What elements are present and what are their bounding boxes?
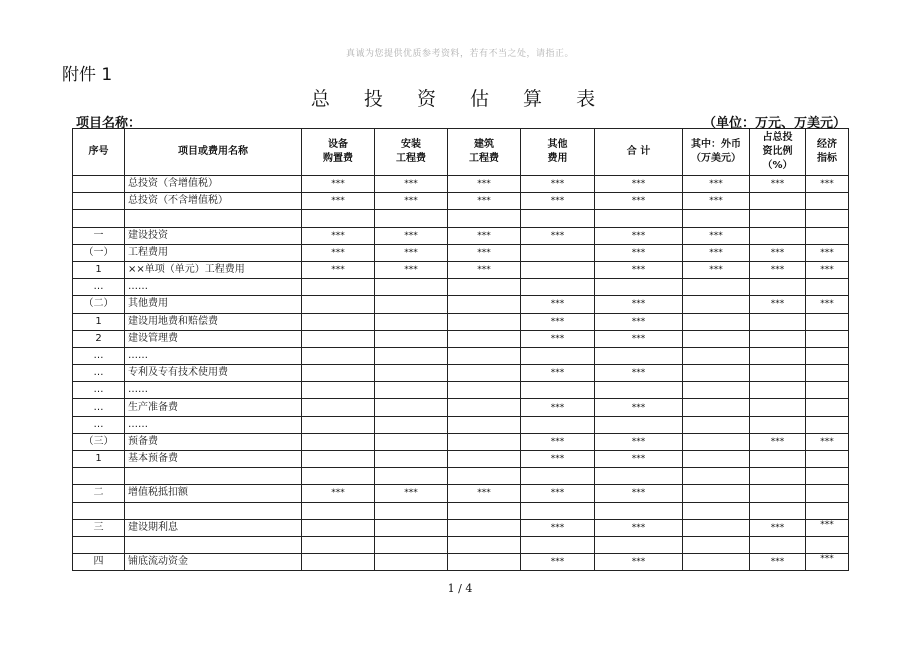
row-item-name-cell: 铺底流动资金	[125, 554, 302, 571]
row-value-cell: ***	[595, 330, 683, 347]
unit-note: （单位：万元、万美元）	[702, 116, 846, 131]
row-item-name-cell: 总投资（含增值税）	[125, 176, 302, 193]
row-value-cell: ***	[806, 554, 849, 571]
row-value-cell	[750, 313, 806, 330]
row-value-cell: ***	[683, 193, 750, 210]
row-value-cell	[595, 279, 683, 296]
row-value-cell	[302, 451, 375, 468]
row-index-cell	[73, 468, 125, 485]
row-value-cell: ***	[595, 244, 683, 261]
row-index-cell: 一	[73, 227, 125, 244]
row-value-cell	[521, 382, 595, 399]
row-index-cell: …	[73, 365, 125, 382]
row-value-cell: ***	[750, 433, 806, 450]
row-value-cell: ***	[302, 193, 375, 210]
row-index-cell: 2	[73, 330, 125, 347]
row-value-cell	[683, 313, 750, 330]
table-body	[73, 176, 849, 571]
row-value-cell	[750, 502, 806, 519]
row-value-cell	[302, 433, 375, 450]
row-value-cell: ***	[448, 485, 521, 502]
row-value-cell	[595, 210, 683, 227]
row-value-cell	[302, 399, 375, 416]
row-value-cell	[521, 244, 595, 261]
row-value-cell	[750, 193, 806, 210]
row-value-cell: ***	[521, 365, 595, 382]
row-value-cell	[806, 347, 849, 364]
row-value-cell	[806, 330, 849, 347]
row-value-cell: ***	[806, 519, 849, 536]
row-value-cell	[683, 382, 750, 399]
row-value-cell: ***	[750, 296, 806, 313]
table-row	[73, 382, 849, 399]
row-value-cell	[806, 193, 849, 210]
document-title: 总 投 资 估 算 表	[310, 88, 610, 110]
row-value-cell: ***	[375, 227, 448, 244]
row-value-cell	[375, 502, 448, 519]
row-item-name-cell: ……	[125, 279, 302, 296]
table-row	[73, 485, 849, 502]
row-value-cell	[448, 536, 521, 553]
row-value-cell: ***	[375, 193, 448, 210]
watermark-text: 真诚为您提供优质参考资料，若有不当之处，请指正。	[345, 49, 574, 59]
row-value-cell: ***	[302, 176, 375, 193]
col-header-other: 其他 费用	[521, 129, 595, 176]
table-row	[73, 193, 849, 210]
row-value-cell	[595, 502, 683, 519]
table-row	[73, 227, 849, 244]
row-item-name-cell: 增值税抵扣额	[125, 485, 302, 502]
row-item-name-cell	[125, 210, 302, 227]
row-value-cell	[806, 502, 849, 519]
row-index-cell: 1	[73, 313, 125, 330]
row-item-name-cell: 建设管理费	[125, 330, 302, 347]
row-value-cell	[683, 502, 750, 519]
row-item-name-cell: 建设投资	[125, 227, 302, 244]
col-header-equipment: 设备 购置费	[302, 129, 375, 176]
row-value-cell	[806, 382, 849, 399]
row-index-cell: …	[73, 399, 125, 416]
row-index-cell: …	[73, 347, 125, 364]
row-value-cell	[595, 382, 683, 399]
table-row	[73, 451, 849, 468]
row-item-name-cell	[125, 502, 302, 519]
col-header-total: 合 计	[595, 129, 683, 176]
row-value-cell: ***	[806, 261, 849, 278]
row-value-cell	[302, 468, 375, 485]
row-value-cell	[375, 399, 448, 416]
attachment-label: 附件 1	[62, 65, 113, 85]
row-value-cell: ***	[595, 365, 683, 382]
table-row	[73, 399, 849, 416]
row-value-cell	[448, 502, 521, 519]
row-item-name-cell: 其他费用	[125, 296, 302, 313]
row-value-cell	[448, 399, 521, 416]
row-item-name-cell	[125, 536, 302, 553]
col-header-index: 序号	[73, 129, 125, 176]
row-item-name-cell: 专利及专有技术使用费	[125, 365, 302, 382]
row-index-cell: …	[73, 279, 125, 296]
row-value-cell	[683, 347, 750, 364]
row-value-cell	[806, 227, 849, 244]
table-row	[73, 279, 849, 296]
row-value-cell	[683, 279, 750, 296]
row-value-cell	[375, 382, 448, 399]
row-value-cell: ***	[595, 485, 683, 502]
row-value-cell	[750, 210, 806, 227]
table-row	[73, 296, 849, 313]
row-value-cell	[375, 279, 448, 296]
row-value-cell: ***	[448, 261, 521, 278]
row-value-cell: ***	[521, 433, 595, 450]
table-row	[73, 261, 849, 278]
row-index-cell	[73, 536, 125, 553]
row-value-cell	[448, 330, 521, 347]
row-value-cell	[750, 416, 806, 433]
table-row	[73, 502, 849, 519]
row-value-cell: ***	[521, 554, 595, 571]
table-row	[73, 468, 849, 485]
row-value-cell	[521, 468, 595, 485]
row-value-cell	[683, 210, 750, 227]
row-value-cell: ***	[521, 176, 595, 193]
row-value-cell: ***	[375, 261, 448, 278]
page-number: 1 / 4	[447, 582, 473, 595]
row-item-name-cell: 建设期利息	[125, 519, 302, 536]
row-value-cell	[448, 313, 521, 330]
row-value-cell	[448, 554, 521, 571]
row-value-cell	[375, 451, 448, 468]
row-item-name-cell	[125, 468, 302, 485]
row-value-cell: ***	[521, 330, 595, 347]
row-value-cell: ***	[750, 176, 806, 193]
row-item-name-cell: ……	[125, 347, 302, 364]
row-value-cell	[683, 416, 750, 433]
row-value-cell	[375, 296, 448, 313]
row-value-cell	[683, 399, 750, 416]
project-name-label: 项目名称：	[76, 116, 142, 131]
row-value-cell	[302, 416, 375, 433]
row-value-cell	[521, 536, 595, 553]
row-value-cell: ***	[595, 554, 683, 571]
row-index-cell: 1	[73, 451, 125, 468]
row-value-cell: ***	[595, 433, 683, 450]
row-value-cell: ***	[806, 176, 849, 193]
row-value-cell	[375, 347, 448, 364]
row-value-cell	[750, 279, 806, 296]
row-index-cell	[73, 176, 125, 193]
col-header-item-name: 项目或费用名称	[125, 129, 302, 176]
row-value-cell	[448, 433, 521, 450]
row-value-cell: ***	[750, 519, 806, 536]
row-value-cell	[750, 365, 806, 382]
row-index-cell: 三	[73, 519, 125, 536]
table-row	[73, 347, 849, 364]
row-value-cell: ***	[595, 519, 683, 536]
row-value-cell	[375, 330, 448, 347]
row-value-cell: ***	[750, 554, 806, 571]
table-row	[73, 433, 849, 450]
row-value-cell	[521, 416, 595, 433]
row-value-cell	[448, 279, 521, 296]
row-value-cell: ***	[375, 176, 448, 193]
row-value-cell: ***	[595, 176, 683, 193]
row-value-cell	[750, 451, 806, 468]
row-value-cell	[683, 433, 750, 450]
row-value-cell	[750, 485, 806, 502]
row-item-name-cell: ……	[125, 416, 302, 433]
row-value-cell	[683, 451, 750, 468]
row-value-cell	[806, 210, 849, 227]
row-value-cell	[448, 416, 521, 433]
row-index-cell: 四	[73, 554, 125, 571]
row-value-cell	[375, 536, 448, 553]
row-value-cell	[448, 365, 521, 382]
row-value-cell	[683, 554, 750, 571]
row-value-cell	[375, 554, 448, 571]
row-value-cell	[448, 468, 521, 485]
row-item-name-cell: 建设用地费和赔偿费	[125, 313, 302, 330]
row-item-name-cell: 总投资（不含增值税）	[125, 193, 302, 210]
row-value-cell: ***	[683, 227, 750, 244]
row-value-cell	[302, 536, 375, 553]
row-value-cell: ***	[806, 244, 849, 261]
row-value-cell: ***	[595, 313, 683, 330]
row-value-cell	[806, 279, 849, 296]
row-value-cell	[595, 347, 683, 364]
row-index-cell: …	[73, 382, 125, 399]
row-item-name-cell: ××单项（单元）工程费用	[125, 261, 302, 278]
col-header-construction: 建筑 工程费	[448, 129, 521, 176]
row-value-cell	[595, 416, 683, 433]
row-value-cell	[448, 451, 521, 468]
row-item-name-cell: 工程费用	[125, 244, 302, 261]
row-value-cell	[750, 382, 806, 399]
table-row	[73, 365, 849, 382]
row-value-cell	[683, 330, 750, 347]
investment-estimate-table	[72, 128, 849, 571]
row-value-cell	[375, 416, 448, 433]
table-row	[73, 330, 849, 347]
row-value-cell: ***	[521, 227, 595, 244]
col-header-ratio: 占总投 资比例 （%）	[750, 129, 806, 176]
row-value-cell: ***	[521, 399, 595, 416]
row-value-cell: ***	[683, 176, 750, 193]
row-value-cell	[448, 296, 521, 313]
row-value-cell: ***	[302, 485, 375, 502]
row-value-cell: ***	[521, 296, 595, 313]
table-row	[73, 313, 849, 330]
row-value-cell: ***	[448, 193, 521, 210]
row-item-name-cell: 生产准备费	[125, 399, 302, 416]
row-value-cell	[521, 210, 595, 227]
row-index-cell	[73, 502, 125, 519]
row-value-cell: ***	[806, 296, 849, 313]
row-value-cell: ***	[750, 261, 806, 278]
row-value-cell	[302, 313, 375, 330]
row-value-cell	[302, 347, 375, 364]
row-value-cell: ***	[521, 193, 595, 210]
row-value-cell	[302, 554, 375, 571]
row-value-cell	[806, 365, 849, 382]
row-value-cell	[521, 261, 595, 278]
row-value-cell: ***	[521, 313, 595, 330]
row-value-cell: ***	[448, 244, 521, 261]
row-value-cell	[750, 330, 806, 347]
row-value-cell: ***	[595, 227, 683, 244]
row-value-cell	[302, 365, 375, 382]
row-value-cell: ***	[595, 451, 683, 468]
table-row	[73, 519, 849, 536]
row-value-cell	[375, 210, 448, 227]
table-row	[73, 210, 849, 227]
row-index-cell: 1	[73, 261, 125, 278]
row-value-cell: ***	[750, 244, 806, 261]
row-value-cell	[750, 536, 806, 553]
row-value-cell	[806, 416, 849, 433]
row-value-cell	[521, 502, 595, 519]
col-header-installation: 安装 工程费	[375, 129, 448, 176]
row-value-cell	[375, 433, 448, 450]
row-value-cell: ***	[302, 244, 375, 261]
row-value-cell	[375, 519, 448, 536]
row-value-cell	[683, 536, 750, 553]
row-value-cell	[375, 313, 448, 330]
row-value-cell	[448, 210, 521, 227]
row-index-cell: （一）	[73, 244, 125, 261]
row-value-cell: ***	[595, 296, 683, 313]
row-value-cell: ***	[806, 433, 849, 450]
row-value-cell	[595, 536, 683, 553]
row-item-name-cell: 预备费	[125, 433, 302, 450]
row-value-cell: ***	[302, 261, 375, 278]
row-value-cell: ***	[448, 176, 521, 193]
row-value-cell	[375, 468, 448, 485]
row-value-cell: ***	[448, 227, 521, 244]
row-value-cell: ***	[595, 261, 683, 278]
row-index-cell: （三）	[73, 433, 125, 450]
row-value-cell	[448, 382, 521, 399]
row-value-cell	[750, 227, 806, 244]
row-value-cell	[806, 399, 849, 416]
row-value-cell	[806, 313, 849, 330]
table-row	[73, 554, 849, 571]
row-value-cell	[683, 365, 750, 382]
row-value-cell	[521, 279, 595, 296]
row-value-cell	[806, 536, 849, 553]
row-index-cell	[73, 193, 125, 210]
row-item-name-cell: 基本预备费	[125, 451, 302, 468]
row-value-cell	[448, 347, 521, 364]
row-item-name-cell: ……	[125, 382, 302, 399]
table-row	[73, 536, 849, 553]
table-row	[73, 176, 849, 193]
row-index-cell	[73, 210, 125, 227]
row-value-cell	[521, 347, 595, 364]
row-value-cell: ***	[521, 451, 595, 468]
row-value-cell: ***	[595, 193, 683, 210]
row-index-cell: 二	[73, 485, 125, 502]
row-value-cell	[683, 485, 750, 502]
col-header-foreign-currency: 其中：外币 （万美元）	[683, 129, 750, 176]
row-value-cell	[806, 485, 849, 502]
row-value-cell	[302, 330, 375, 347]
row-value-cell: ***	[521, 519, 595, 536]
row-value-cell	[806, 468, 849, 485]
row-value-cell: ***	[375, 485, 448, 502]
row-value-cell: ***	[683, 261, 750, 278]
row-value-cell	[750, 347, 806, 364]
row-value-cell	[448, 519, 521, 536]
row-value-cell	[302, 382, 375, 399]
row-value-cell	[683, 296, 750, 313]
table-row	[73, 416, 849, 433]
row-value-cell	[302, 296, 375, 313]
row-value-cell	[683, 468, 750, 485]
row-value-cell: ***	[521, 485, 595, 502]
row-value-cell	[302, 502, 375, 519]
row-value-cell	[683, 519, 750, 536]
row-value-cell	[375, 365, 448, 382]
row-value-cell: ***	[683, 244, 750, 261]
row-value-cell	[302, 279, 375, 296]
row-value-cell	[302, 519, 375, 536]
row-value-cell	[302, 210, 375, 227]
row-value-cell: ***	[595, 399, 683, 416]
row-value-cell: ***	[375, 244, 448, 261]
row-index-cell: …	[73, 416, 125, 433]
row-value-cell	[750, 399, 806, 416]
row-value-cell	[595, 468, 683, 485]
row-index-cell: （二）	[73, 296, 125, 313]
row-value-cell: ***	[302, 227, 375, 244]
row-value-cell	[806, 451, 849, 468]
table-header-row	[73, 129, 849, 176]
row-value-cell	[750, 468, 806, 485]
col-header-economic-index: 经济 指标	[806, 129, 849, 176]
table-row	[73, 244, 849, 261]
